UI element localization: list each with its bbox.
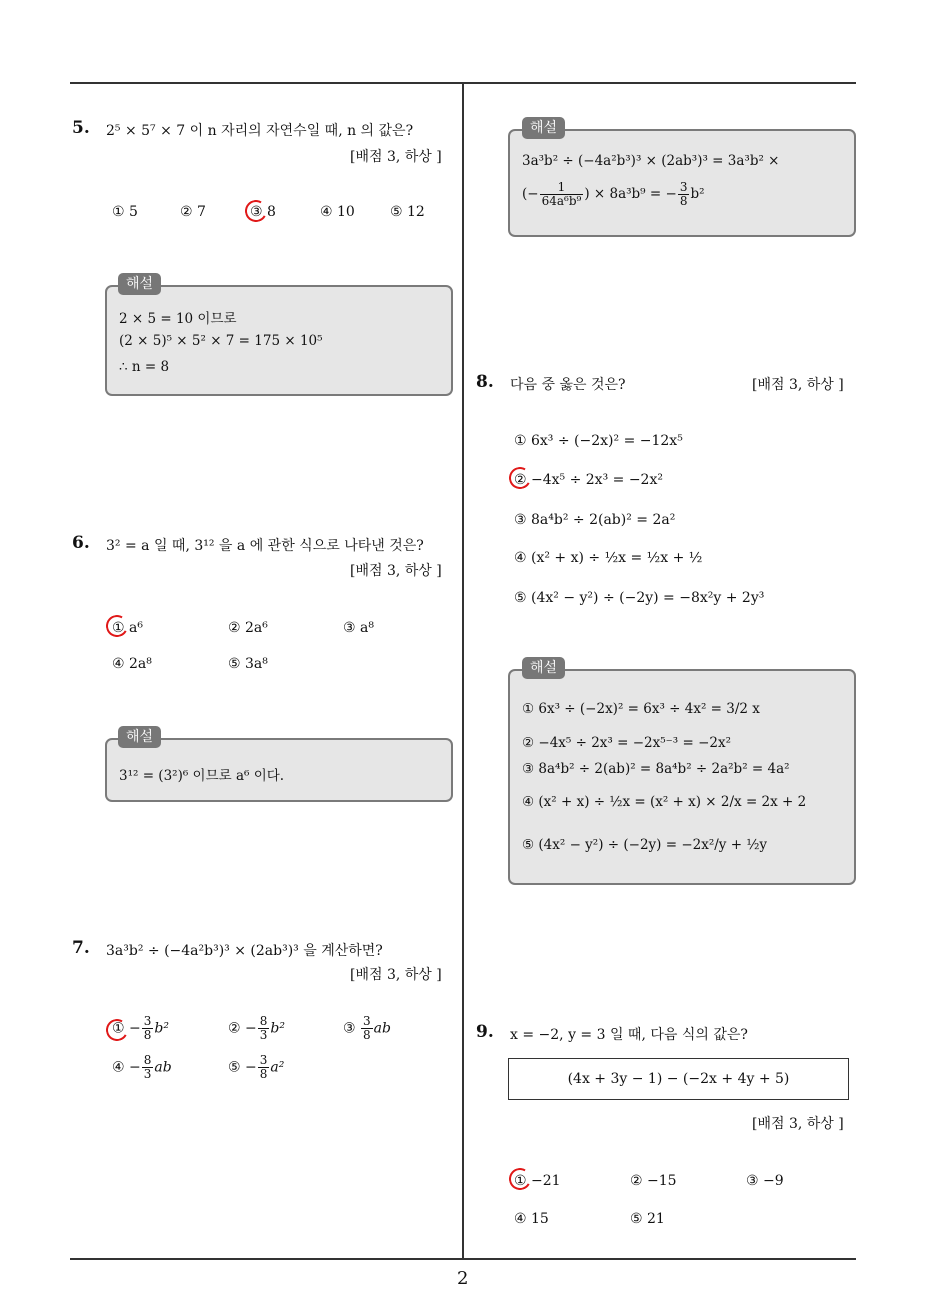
solution-box	[508, 129, 856, 237]
solution-tag: 해설	[522, 117, 565, 139]
choice-1[interactable]: ① 6x³ ÷ (−2x)² = −12x⁵	[514, 433, 683, 449]
solution-box	[105, 285, 453, 396]
choice-5[interactable]: ⑤ 21	[630, 1211, 665, 1227]
solution-tag: 해설	[522, 657, 565, 679]
solution-line: (− $\frac{1}{\text{64a⁶b⁹}}$ ) × 8a³b⁹ = − $\frac{3}{8}$ b²	[522, 180, 705, 208]
choice-1[interactable]: ① 5	[112, 204, 138, 220]
choice-3[interactable]: ③ 8	[250, 204, 276, 220]
choice-4[interactable]: ④ 15	[514, 1211, 549, 1227]
solution-line: (2 × 5)⁵ × 5² × 7 = 175 × 10⁵	[119, 333, 323, 349]
choice-1[interactable]: ① a⁶	[112, 620, 143, 636]
solution-tag: 해설	[118, 273, 161, 295]
choice-2[interactable]: ② 2a⁶	[228, 620, 268, 636]
question-number: 7.	[72, 938, 90, 958]
question-number: 9.	[476, 1022, 494, 1042]
question-number: 5.	[72, 118, 90, 138]
question-number: 8.	[476, 372, 494, 392]
solution-line: 3¹² = (3²)⁶ 이므로 a⁶ 이다.	[119, 768, 285, 784]
choice-5[interactable]: ⑤ 3a⁸	[228, 656, 268, 672]
choice-2[interactable]: ② − $\frac{8}{3}$ b²	[228, 1014, 285, 1042]
choice-4[interactable]: ④ (x² + x) ÷ ½x = ½x + ½	[514, 550, 703, 566]
solution-line: ∴ n = 8	[119, 359, 170, 375]
answer-mark-circle	[243, 198, 270, 225]
choice-3[interactable]: ③ a⁸	[343, 620, 374, 636]
choice-1[interactable]: ① −21	[514, 1173, 561, 1189]
solution-line: ⑤ (4x² − y²) ÷ (−2y) = −2x²/y + ½y	[522, 837, 768, 853]
score-label: [배점 3, 하상 ]	[752, 377, 844, 393]
choice-5[interactable]: ⑤ − $\frac{3}{8}$ a²	[228, 1053, 285, 1081]
choice-3[interactable]: ③ $\frac{3}{8}$ ab	[343, 1014, 391, 1042]
choice-4[interactable]: ④ 2a⁸	[112, 656, 152, 672]
choice-3[interactable]: ③ 8a⁴b² ÷ 2(ab)² = 2a²	[514, 512, 676, 528]
question-text: 2⁵ × 5⁷ × 7 이 n 자리의 자연수일 때, n 의 값은?	[106, 123, 414, 139]
solution-line: ③ 8a⁴b² ÷ 2(ab)² = 8a⁴b² ÷ 2a²b² = 4a²	[522, 761, 790, 777]
score-label: [배점 3, 하상 ]	[350, 967, 442, 983]
expression: (4x + 3y − 1) − (−2x + 4y + 5)	[567, 1071, 790, 1087]
question-text: 3² = a 일 때, 3¹² 을 a 에 관한 식으로 나타낸 것은?	[106, 538, 424, 554]
solution-line: ④ (x² + x) ÷ ½x = (x² + x) × 2/x = 2x + 2	[522, 794, 807, 810]
choice-4[interactable]: ④ − $\frac{8}{3}$ ab	[112, 1053, 172, 1081]
solution-tag: 해설	[118, 726, 161, 748]
choice-1[interactable]: ① − $\frac{3}{8}$ b²	[112, 1014, 169, 1042]
page-number: 2	[457, 1268, 469, 1289]
question-number: 6.	[72, 533, 90, 553]
question-text: 3a³b² ÷ (−4a²b³)³ × (2ab³)³ 을 계산하면?	[106, 943, 383, 959]
solution-line: ① 6x³ ÷ (−2x)² = 6x³ ÷ 4x² = 3/2 x	[522, 701, 760, 717]
column-divider	[462, 84, 464, 1259]
choice-2[interactable]: ② −15	[630, 1173, 677, 1189]
choice-2[interactable]: ② −4x⁵ ÷ 2x³ = −2x²	[514, 472, 663, 488]
solution-line: 3a³b² ÷ (−4a²b³)³ × (2ab³)³ = 3a³b² ×	[522, 153, 780, 169]
solution-box	[508, 669, 856, 885]
score-label: [배점 3, 하상 ]	[752, 1116, 844, 1132]
score-label: [배점 3, 하상 ]	[350, 149, 442, 165]
solution-line: ② −4x⁵ ÷ 2x³ = −2x⁵⁻³ = −2x²	[522, 735, 732, 751]
choice-2[interactable]: ② 7	[180, 204, 206, 220]
choice-5[interactable]: ⑤ (4x² − y²) ÷ (−2y) = −8x²y + 2y³	[514, 590, 765, 606]
choice-3[interactable]: ③ −9	[746, 1173, 784, 1189]
bottom-rule	[70, 1258, 856, 1260]
expression-box	[508, 1058, 849, 1100]
question-text: 다음 중 옳은 것은?	[510, 377, 626, 393]
question-text: x = −2, y = 3 일 때, 다음 식의 값은?	[510, 1027, 748, 1043]
solution-line: 2 × 5 = 10 이므로	[119, 311, 237, 327]
choice-4[interactable]: ④ 10	[320, 204, 355, 220]
choice-5[interactable]: ⑤ 12	[390, 204, 425, 220]
score-label: [배점 3, 하상 ]	[350, 563, 442, 579]
